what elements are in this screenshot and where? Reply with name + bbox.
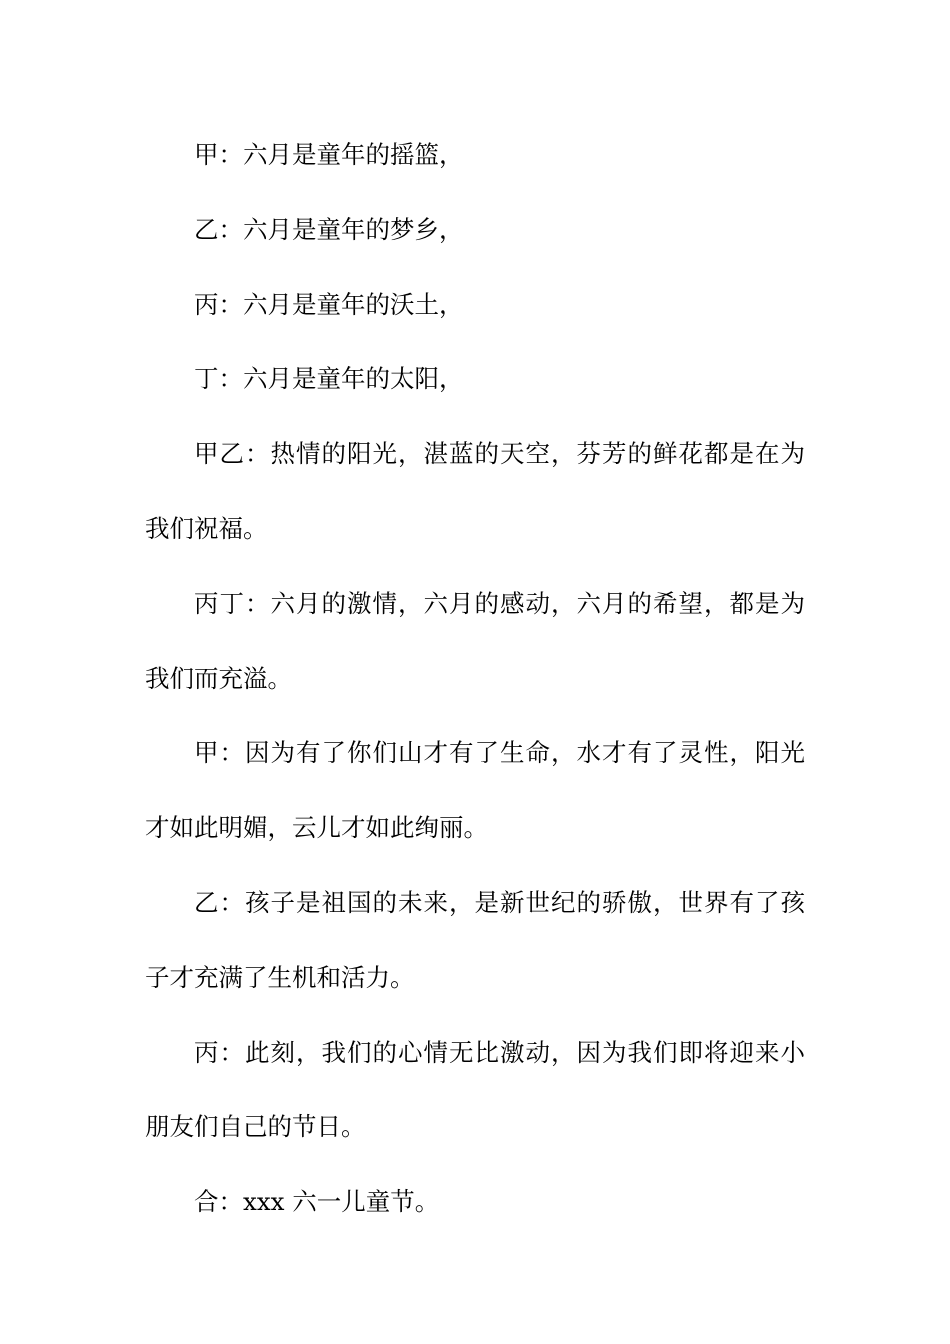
script-body (145, 118, 805, 1240)
line-bing-1: 丙：六月是童年的沃土， (194, 289, 464, 319)
line-jia-1: 甲：六月是童年的摇篮， (194, 140, 464, 169)
line-bing-2: 丙：此刻，我们的心情无比激动，因为我们即将迎来小朋友们自己的节日。 (145, 1037, 805, 1142)
line-yi-1: 乙：六月是童年的梦乡， (194, 214, 464, 244)
line-ding-1: 丁：六月是童年的太阳， (194, 364, 464, 394)
line-bingding: 丙丁：六月的激情，六月的感动，六月的希望，都是为我们而充溢。 (145, 588, 805, 693)
line-jiayi: 甲乙：热情的阳光，湛蓝的天空，芬芳的鲜花都是在为我们祝福。 (145, 439, 805, 543)
line-he: 合：xxx 六一儿童节。 (194, 1187, 440, 1217)
line-jia-2: 甲：因为有了你们山才有了生命，水才有了灵性，阳光才如此明媚，云儿才如此绚丽。 (145, 738, 805, 843)
line-yi-2: 乙：孩子是祖国的未来，是新世纪的骄傲，世界有了孩子才充满了生机和活力。 (145, 887, 805, 992)
